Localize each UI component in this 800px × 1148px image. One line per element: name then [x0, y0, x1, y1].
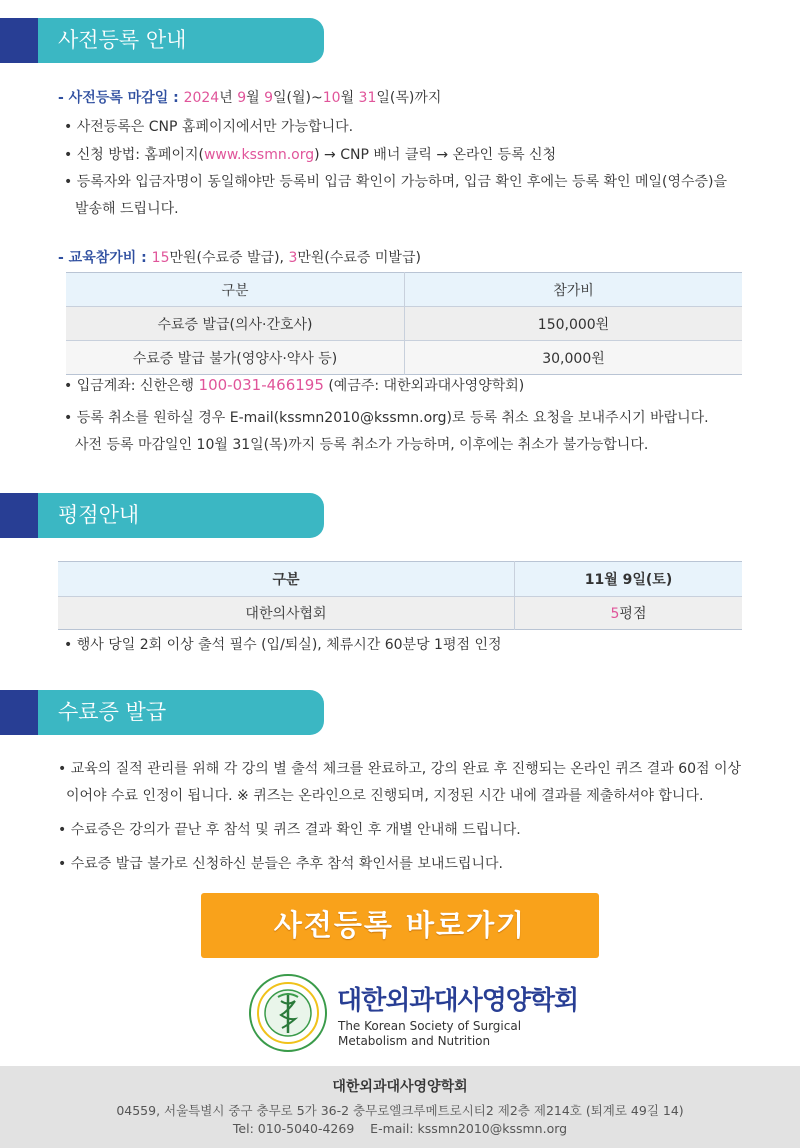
table-header-category: 구분: [66, 273, 405, 307]
society-name: 대한외과대사영양학회: [337, 986, 579, 1016]
deadline-text: 일(목)까지: [376, 90, 442, 106]
section-title: 수료증 발급: [38, 690, 324, 735]
table-cell: [515, 597, 743, 630]
section-title: 평점안내: [38, 493, 324, 538]
fee-text: 만원(수료증 발급),: [169, 250, 289, 266]
account-text: (예금주: 대한외과대사영양학회): [323, 378, 525, 394]
bullet-quiz: • 교육의 질적 관리를 위해 각 강의 별 출석 체크를 완료하고, 강의 완료 후 진행되는 온라인 퀴즈 결과 60점 이상: [58, 761, 742, 777]
header-stripe: [0, 493, 38, 538]
table-row: [66, 307, 742, 341]
footer: [0, 1066, 800, 1148]
deadline-month-end: 10: [322, 90, 341, 106]
bullet-account: [64, 375, 524, 396]
bullet-attendance: • 행사 당일 2회 이상 출석 필수 (입/퇴실), 체류시간 60분당 1평점 인정: [64, 637, 502, 653]
section-title: 사전등록 안내: [38, 18, 324, 63]
fee-value-1: 15: [151, 250, 170, 266]
deadline-month-start: 9: [237, 90, 247, 106]
fee-text: 만원(수료증 미발급): [297, 250, 421, 266]
section-header-credits: [0, 493, 324, 538]
credit-value: 5: [610, 606, 620, 622]
society-logo-icon: [248, 973, 328, 1053]
table-header-fee: 참가비: [405, 273, 743, 307]
bullet-payment-name-cont: 발송해 드립니다.: [75, 201, 179, 217]
deadline-text: 월: [340, 90, 359, 106]
table-row: [66, 341, 742, 375]
fee-line: [58, 248, 421, 268]
bullet-attendance-confirmation: • 수료증 발급 불가로 신청하신 분들은 추후 참석 확인서를 보내드립니다.: [58, 856, 503, 872]
table-cell: 수료증 발급 불가(영양사·약사 등): [66, 341, 405, 375]
credits-table: [58, 561, 742, 630]
preregister-button[interactable]: 사전등록 바로가기: [201, 893, 599, 958]
fee-label: - 교육참가비 :: [58, 250, 152, 266]
bullet-cnp-only: • 사전등록은 CNP 홈페이지에서만 가능합니다.: [64, 119, 354, 135]
bullet-certificate-guide: • 수료증은 강의가 끝난 후 참석 및 퀴즈 결과 확인 후 개별 안내해 드립니다.: [58, 822, 521, 838]
method-text: • 신청 방법: 홈페이지(: [64, 147, 204, 163]
table-header-row: [58, 562, 742, 597]
table-cell: 대한의사협회: [58, 597, 515, 630]
section-header-registration: [0, 18, 324, 63]
deadline-text: 년: [219, 90, 238, 106]
fee-value-2: 3: [288, 250, 298, 266]
account-text: • 입금계좌: 신한은행: [64, 378, 199, 394]
bullet-cancel-cont: 사전 등록 마감일인 10월 31일(목)까지 등록 취소가 가능하며, 이후에는 취소가 불가능합니다.: [75, 437, 649, 453]
table-cell: 30,000원: [405, 341, 743, 375]
deadline-label: - 사전등록 마감일 :: [58, 90, 184, 106]
society-name-en: The Korean Society of Surgical: [338, 1019, 522, 1033]
account-number: 100-031-466195: [198, 376, 324, 394]
footer-society-name: 대한외과대사영양학회: [332, 1079, 468, 1095]
credit-unit: 평점: [619, 606, 647, 622]
table-cell: 수료증 발급(의사·간호사): [66, 307, 405, 341]
bullet-method: [64, 145, 556, 165]
deadline-year: 2024: [183, 90, 220, 106]
bullet-cancel: • 등록 취소를 원하실 경우 E-mail(kssmn2010@kssmn.org)로 등록 취소 요청을 보내주시기 바랍니다.: [64, 410, 709, 426]
deadline-day-end: 31: [358, 90, 377, 106]
table-row: [58, 597, 742, 630]
table-cell: 150,000원: [405, 307, 743, 341]
table-header-date: 11월 9일(토): [515, 562, 743, 597]
fee-table: [66, 272, 742, 375]
footer-address: 04559, 서울특별시 중구 충무로 5가 36-2 충무로엘크루메트로시티2 제2층 제214호 (퇴계로 49길 14): [116, 1103, 684, 1118]
bullet-payment-name: • 등록자와 입금자명이 동일해야만 등록비 입금 확인이 가능하며, 입금 확인 후에는 등록 확인 메일(영수증)을: [64, 174, 728, 190]
deadline-text: 일(월)~: [273, 90, 323, 106]
footer-contact: Tel: 010-5040-4269 E-mail: kssmn2010@kssmn.org: [232, 1121, 568, 1136]
society-name-en: Metabolism and Nutrition: [338, 1034, 491, 1048]
deadline-text: 월: [246, 90, 265, 106]
header-stripe: [0, 18, 38, 63]
table-header-row: [66, 273, 742, 307]
homepage-link[interactable]: www.kssmn.org: [203, 147, 315, 163]
table-header-category: 구분: [58, 562, 515, 597]
deadline-day-start: 9: [264, 90, 274, 106]
method-text: ) → CNP 배너 클릭 → 온라인 등록 신청: [314, 147, 557, 163]
section-header-certificate: [0, 690, 324, 735]
deadline-line: [58, 88, 441, 108]
bullet-quiz-cont: 이어야 수료 인정이 됩니다. ※ 퀴즈는 온라인으로 진행되며, 지정된 시간 내에 결과를 제출하셔야 합니다.: [66, 788, 704, 804]
header-stripe: [0, 690, 38, 735]
